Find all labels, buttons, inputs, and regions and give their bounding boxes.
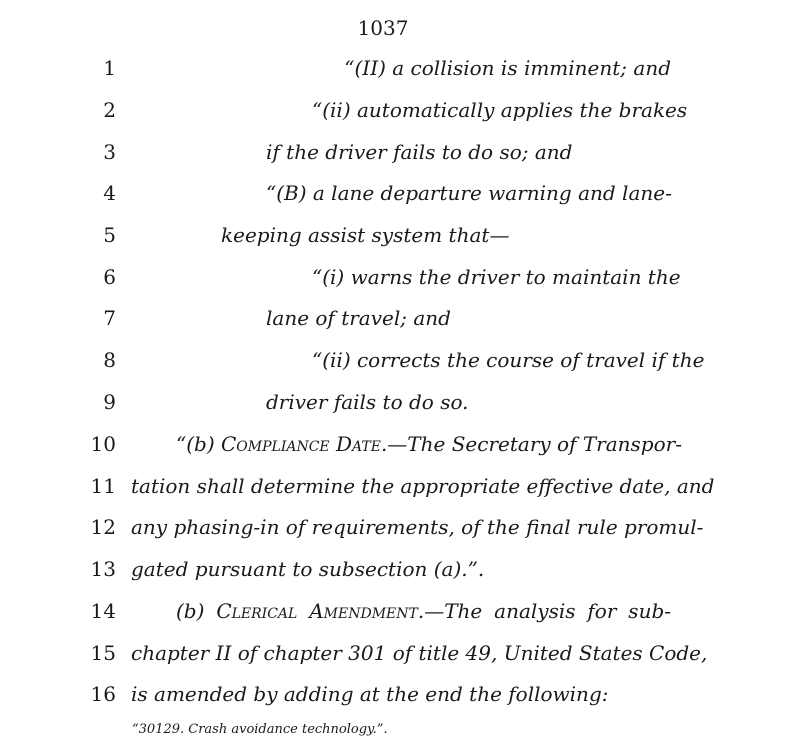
line-number: 6	[103, 265, 116, 289]
subsection-prefix: “(b)	[176, 432, 221, 456]
line-number: 10	[90, 432, 116, 456]
text-line: “(B) a lane departure warning and lane-	[266, 181, 672, 205]
subsection-text: .—The analysis for sub-	[417, 599, 672, 623]
text-line: keeping assist system that—	[221, 223, 510, 247]
text-line: any phasing-in of requirements, of the final rule promul-	[131, 515, 704, 539]
text-line: if the driver fails to do so; and	[266, 140, 573, 164]
line-number: 4	[103, 181, 116, 205]
text-line: “(II) a collision is imminent; and	[344, 56, 671, 80]
text-line: lane of travel; and	[266, 306, 451, 330]
page-number: 1037	[357, 16, 409, 40]
line-number: 7	[103, 306, 116, 330]
line-number: 16	[90, 682, 116, 706]
text-line: tation shall determine the appropriate effective date, and	[131, 474, 715, 498]
subsection-heading: Compliance Date	[221, 432, 381, 456]
line-number: 15	[90, 641, 116, 665]
subsection-heading: Clerical Amendment	[216, 599, 418, 623]
line-number: 11	[90, 474, 116, 498]
line-number: 1	[103, 56, 116, 80]
text-line: is amended by adding at the end the following:	[131, 682, 609, 706]
text-line: gated pursuant to subsection (a).”.	[131, 557, 485, 581]
text-line: “(ii) corrects the course of travel if the	[312, 348, 705, 372]
line-number: 3	[103, 140, 116, 164]
text-line: chapter II of chapter 301 of title 49, United States Code,	[131, 641, 708, 665]
line-number: 12	[90, 515, 116, 539]
table-of-sections-entry: “30129. Crash avoidance technology.”.	[132, 722, 388, 737]
line-number: 2	[103, 98, 116, 122]
text-line: driver fails to do so.	[266, 390, 469, 414]
text-line: “(i) warns the driver to maintain the	[312, 265, 681, 289]
text-line	[176, 432, 682, 456]
line-number: 8	[103, 348, 116, 372]
line-number: 13	[90, 557, 116, 581]
text-line: “(ii) automatically applies the brakes	[312, 98, 688, 122]
text-line	[176, 599, 671, 623]
line-number: 14	[90, 599, 116, 623]
line-number: 5	[103, 223, 116, 247]
subsection-prefix: (b)	[176, 599, 217, 623]
subsection-text: .—The Secretary of Transpor-	[380, 432, 682, 456]
line-number: 9	[103, 390, 116, 414]
